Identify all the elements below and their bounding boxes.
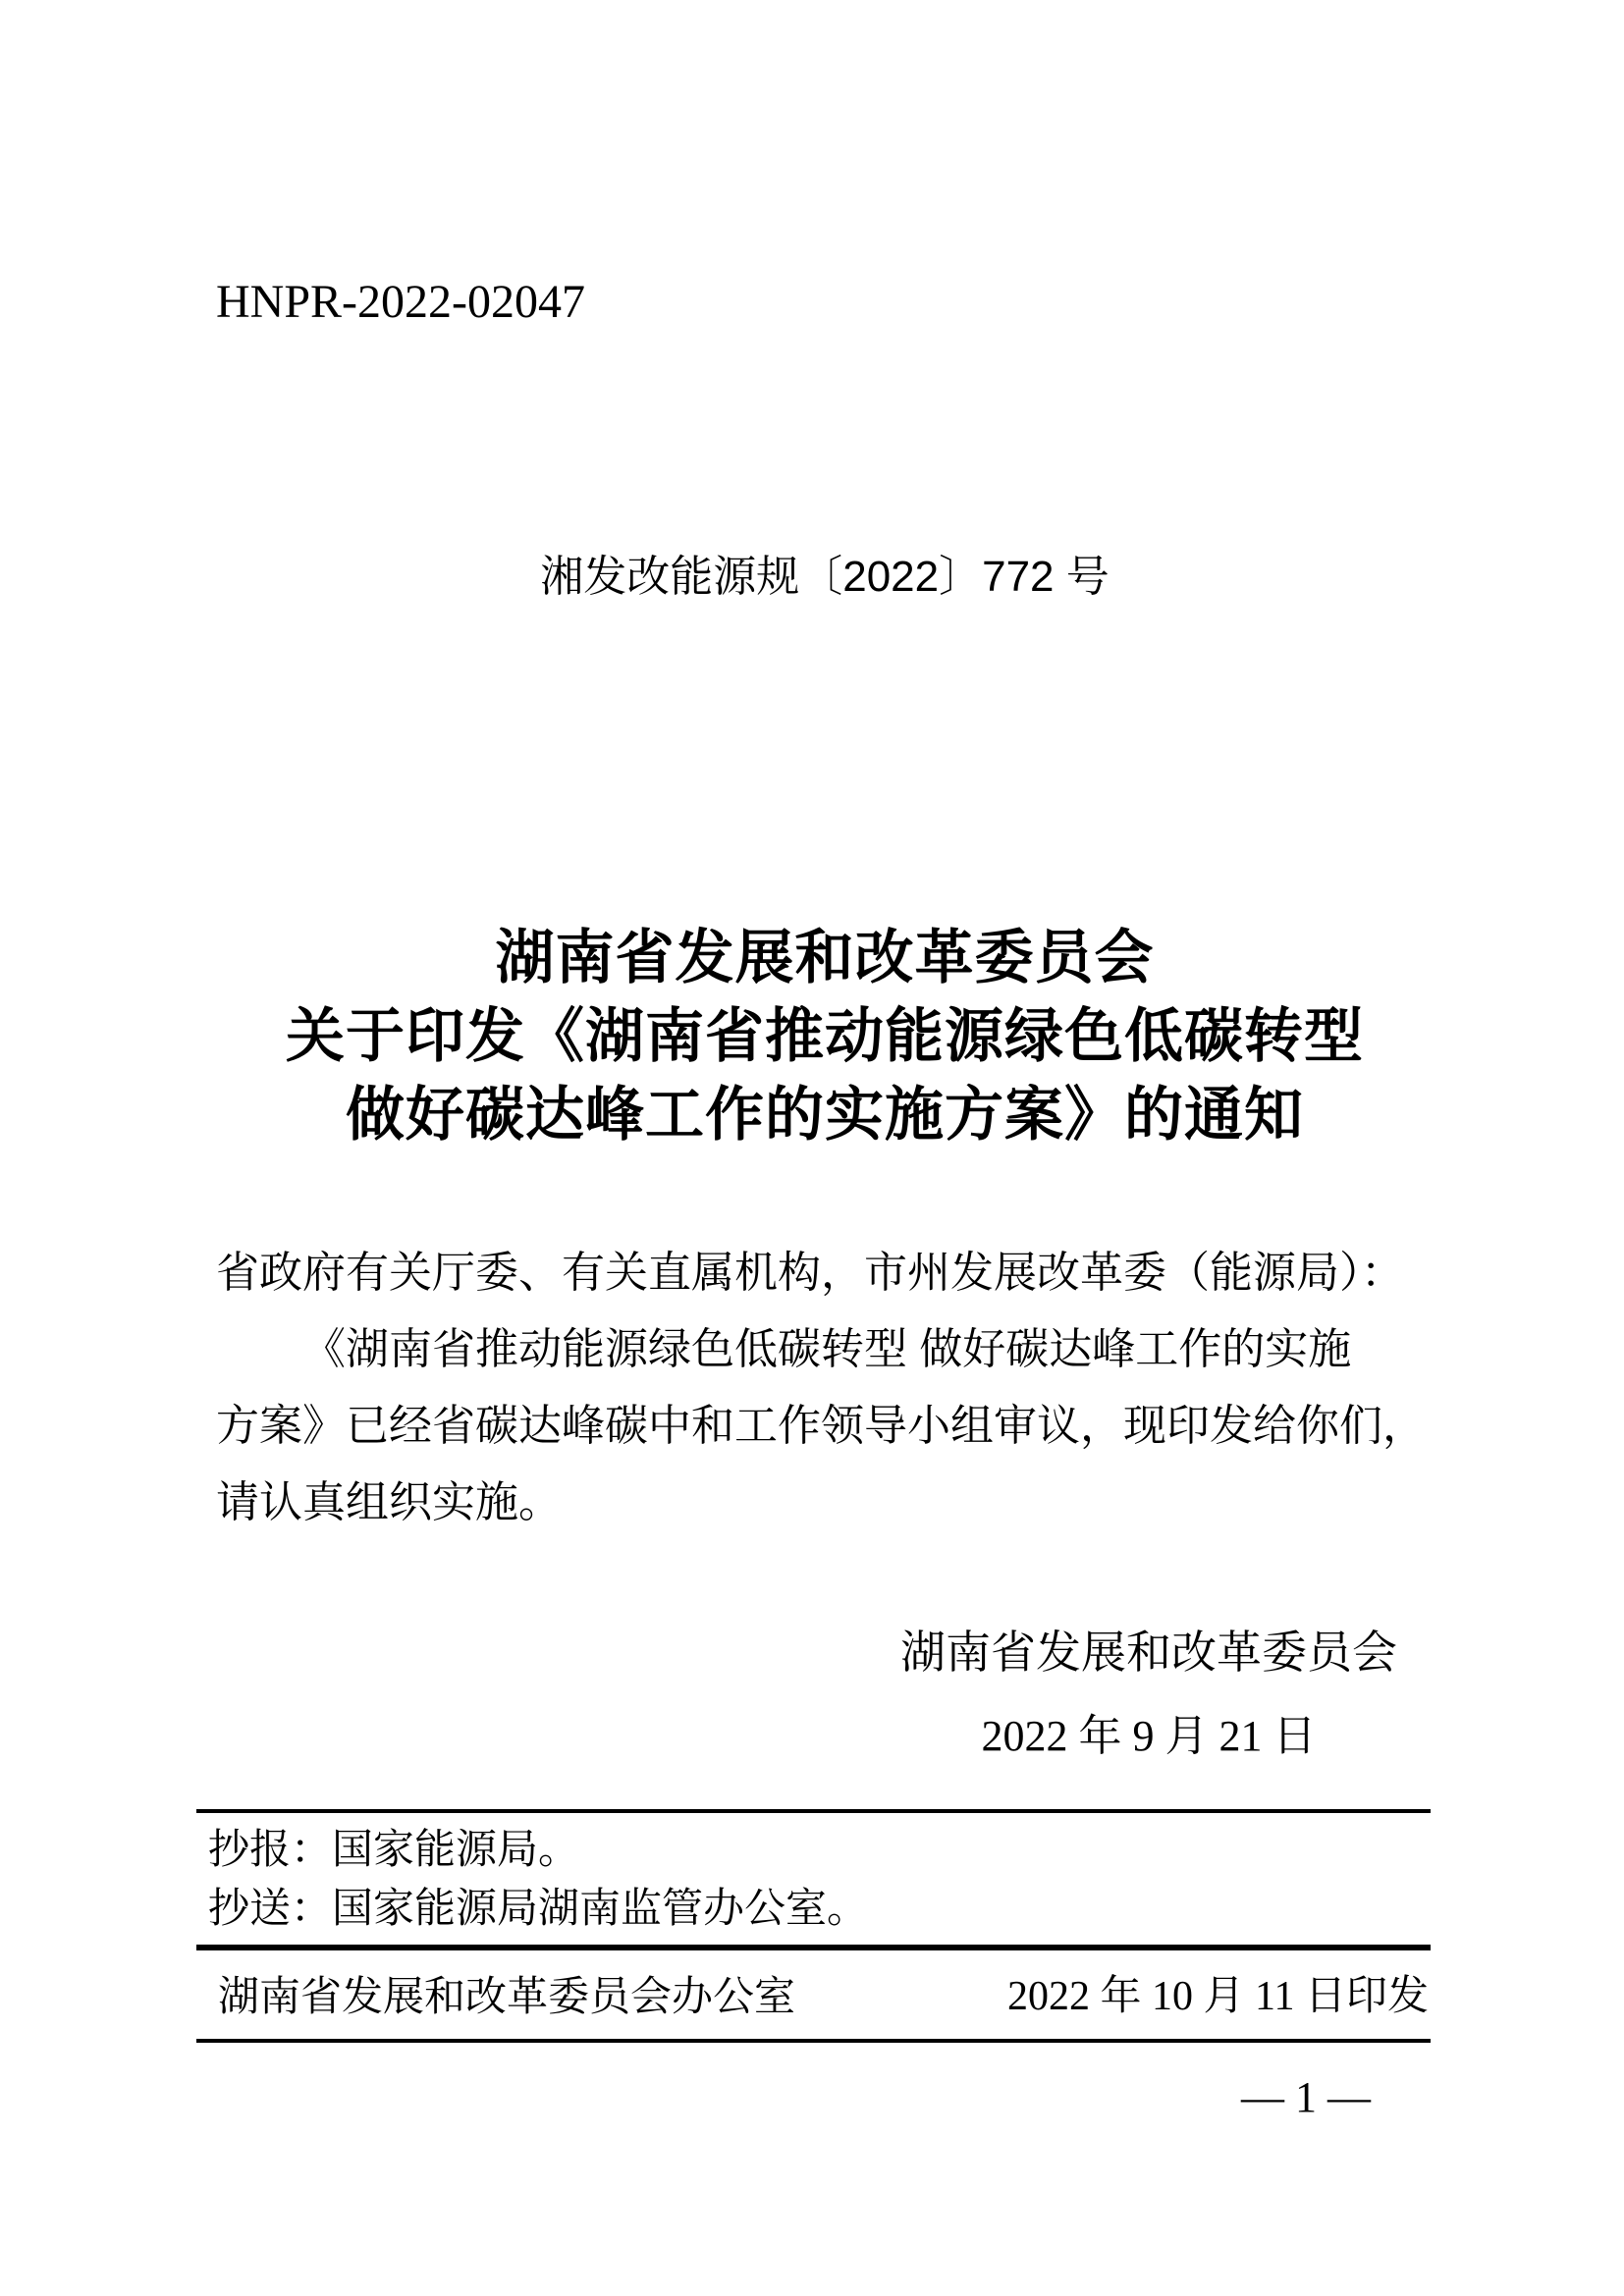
copy-send-line: 抄送：国家能源局湖南监管办公室。	[208, 1885, 869, 1931]
footer-rule-top	[196, 1809, 1431, 1813]
doc-title	[177, 919, 1473, 1154]
signature-block	[844, 1625, 1453, 1762]
addressee-line: 省政府有关厅委、有关直属机构，市州发展改革委（能源局）：	[216, 1249, 1404, 1297]
title-line-3: 做好碳达峰工作的实施方案》的通知	[346, 1082, 1304, 1148]
signature-date: 2022 年 9 月 21 日	[981, 1712, 1317, 1760]
title-line-1: 湖南省发展和改革委员会	[495, 925, 1155, 990]
print-date: 2022 年 10 月 11 日印发	[1007, 1974, 1429, 2019]
body-text	[216, 1235, 1437, 1541]
footer-block	[196, 1809, 1431, 2043]
issuer-office: 湖南省发展和改革委员会办公室	[218, 1973, 796, 2019]
issuer-row	[196, 1950, 1431, 2039]
footer-rule-bottom	[196, 2039, 1431, 2043]
page-number: — 1 —	[1241, 2073, 1371, 2121]
paragraph-line-2: 方案》已经省碳达峰碳中和工作领导小组审议，现印发给你们，	[216, 1402, 1426, 1450]
doc-registration-code: HNPR-2022-02047	[216, 276, 586, 328]
title-line-2: 关于印发《湖南省推动能源绿色低碳转型	[286, 1003, 1364, 1069]
paragraph-line-3: 请认真组织实施。	[216, 1478, 562, 1526]
doc-number: 湘发改能源规〔2022〕772 号	[540, 553, 1110, 601]
paragraph-line-1: 《湖南省推动能源绿色低碳转型 做好碳达峰工作的实施	[302, 1325, 1352, 1373]
copy-report-line: 抄报：国家能源局。	[208, 1826, 580, 1872]
signature-org: 湖南省发展和改革委员会	[900, 1627, 1397, 1678]
